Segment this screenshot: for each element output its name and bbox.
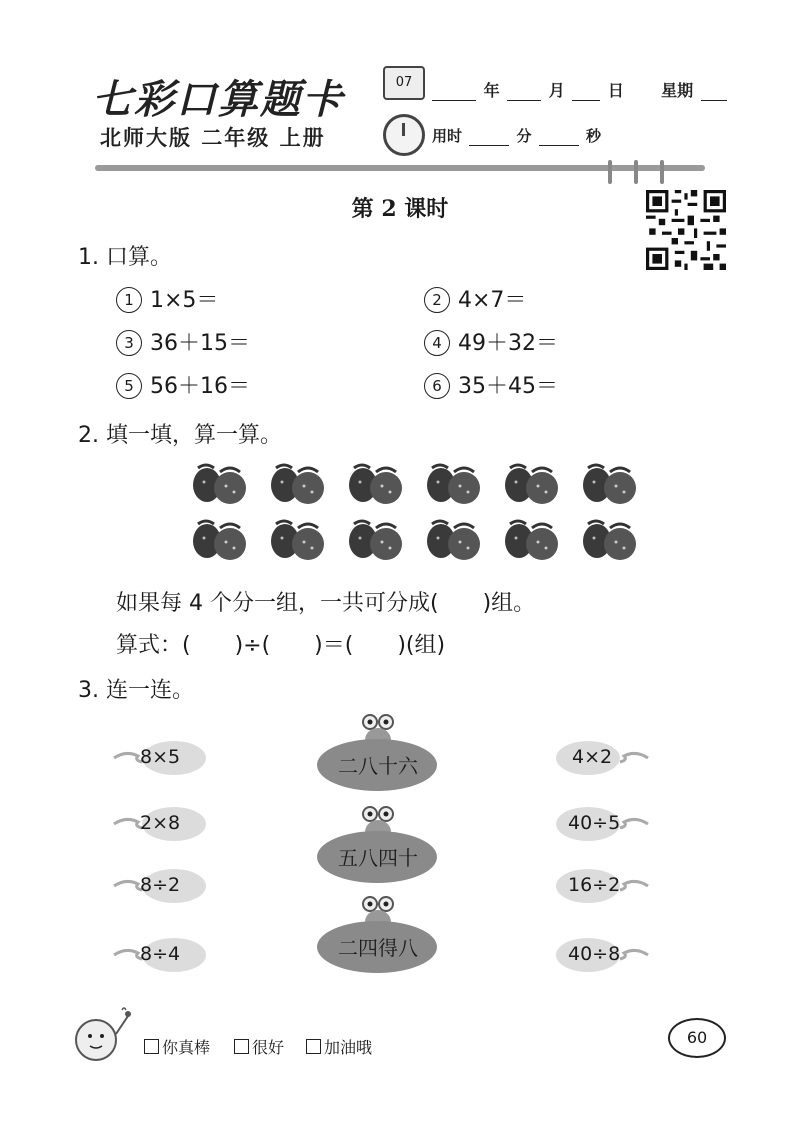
seconds-blank[interactable] — [539, 145, 579, 146]
tadpole-label: 40÷8 — [568, 943, 621, 965]
qr-code-icon[interactable] — [646, 190, 726, 270]
tadpole-left-4[interactable] — [112, 935, 208, 979]
calc-item-2[interactable]: 2 4×7＝ — [424, 283, 526, 314]
minutes-blank[interactable] — [469, 145, 509, 146]
frog-lily-3[interactable] — [316, 896, 440, 974]
tadpole-left-1[interactable] — [112, 738, 208, 782]
circled-number: 3 — [116, 330, 142, 356]
checkbox[interactable] — [144, 1039, 159, 1054]
day-blank[interactable] — [572, 100, 600, 101]
strawberry-row — [190, 460, 640, 506]
strawberry-pair-icon — [190, 516, 250, 562]
strawberry-pair-icon — [502, 460, 562, 506]
binder-clip-icon — [634, 160, 638, 184]
year-label: 年 — [483, 81, 500, 100]
calc-item-6[interactable]: 6 35＋45＝ — [424, 369, 558, 400]
strawberry-pair-icon — [424, 516, 484, 562]
strawberry-pair-icon — [190, 460, 250, 506]
day-label: 日 — [607, 81, 624, 100]
tadpole-right-4[interactable] — [554, 935, 650, 979]
strawberry-pair-icon — [268, 516, 328, 562]
checkbox[interactable] — [234, 1039, 249, 1054]
lily-pad-label: 五八四十 — [338, 846, 418, 870]
circled-number: 2 — [424, 287, 450, 313]
mascot-icon — [70, 1004, 136, 1066]
rating-option-good[interactable]: 很好 — [234, 1035, 284, 1058]
weekday-label: 星期 — [661, 81, 694, 100]
tadpole-label: 4×2 — [572, 746, 613, 768]
question-2-title: 2. 填一填，算一算。 — [78, 423, 282, 448]
strawberry-pair-icon — [268, 460, 328, 506]
header-divider — [95, 165, 705, 171]
month-blank[interactable] — [507, 100, 541, 101]
question-3-title: 3. 连一连。 — [78, 678, 194, 703]
lily-pad-label: 二四得八 — [338, 936, 418, 960]
edition-label: 北师大版 二年级 上册 — [100, 126, 326, 150]
circled-number: 4 — [424, 330, 450, 356]
grouping-prompt[interactable]: 如果每 4 个分一组，一共可分成( )组。 — [116, 591, 536, 616]
tadpole-right-2[interactable] — [554, 804, 650, 848]
time-label: 用时 — [432, 127, 463, 145]
strawberry-pair-icon — [502, 516, 562, 562]
calendar-icon: 07 — [383, 66, 425, 100]
binder-clip-icon — [660, 160, 664, 184]
binder-clip-icon — [608, 160, 612, 184]
minutes-label: 分 — [516, 127, 532, 145]
tadpole-label: 40÷5 — [568, 812, 621, 834]
rating-option-great[interactable]: 你真棒 — [144, 1035, 210, 1058]
tadpole-right-1[interactable] — [554, 738, 650, 782]
circled-number: 5 — [116, 373, 142, 399]
tadpole-label: 16÷2 — [568, 874, 621, 896]
date-fields — [430, 78, 729, 101]
tadpole-left-2[interactable] — [112, 804, 208, 848]
strawberry-pair-icon — [580, 516, 640, 562]
month-label: 月 — [548, 81, 565, 100]
strawberry-pair-icon — [580, 460, 640, 506]
division-formula[interactable]: 算式：( )÷( )＝( )(组) — [116, 633, 446, 658]
seconds-label: 秒 — [585, 127, 601, 145]
calc-item-5[interactable]: 5 56＋16＝ — [116, 369, 250, 400]
tadpole-label: 2×8 — [140, 812, 181, 834]
question-1-title: 1. 口算。 — [78, 245, 172, 270]
checkbox[interactable] — [306, 1039, 321, 1054]
tadpole-label: 8÷2 — [140, 874, 181, 896]
circled-number: 6 — [424, 373, 450, 399]
frog-lily-2[interactable] — [316, 806, 440, 884]
calc-item-3[interactable]: 3 36＋15＝ — [116, 326, 250, 357]
strawberry-pair-icon — [346, 516, 406, 562]
time-fields — [432, 125, 601, 146]
tadpole-left-3[interactable] — [112, 866, 208, 910]
brand-title: 七彩口算题卡 — [92, 76, 344, 123]
clock-icon — [383, 114, 425, 156]
year-blank[interactable] — [432, 100, 476, 101]
calc-item-1[interactable]: 1 1×5＝ — [116, 283, 218, 314]
tadpole-right-3[interactable] — [554, 866, 650, 910]
page-number: 60 — [668, 1018, 726, 1058]
frog-lily-1[interactable] — [316, 714, 440, 792]
weekday-blank[interactable] — [701, 100, 727, 101]
tadpole-label: 8÷4 — [140, 943, 181, 965]
rating-option-keep-going[interactable]: 加油哦 — [306, 1035, 372, 1058]
strawberry-pair-icon — [424, 460, 484, 506]
tadpole-label: 8×5 — [140, 746, 181, 768]
strawberry-row — [190, 516, 640, 562]
strawberry-pair-icon — [346, 460, 406, 506]
lesson-title: 第 2 课时 — [351, 196, 449, 222]
lily-pad-label: 二八十六 — [338, 754, 418, 778]
circled-number: 1 — [116, 287, 142, 313]
calc-item-4[interactable]: 4 49＋32＝ — [424, 326, 558, 357]
